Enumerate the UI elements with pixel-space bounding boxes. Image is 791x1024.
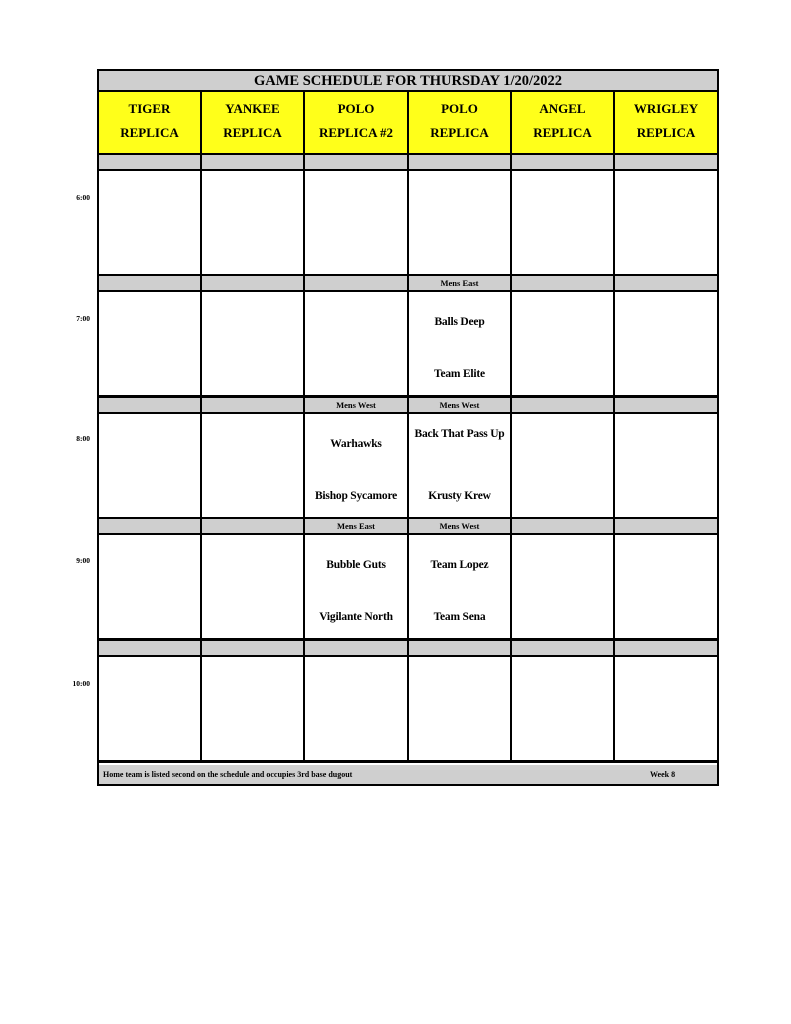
game-cell — [512, 292, 615, 398]
game-cell — [615, 292, 717, 398]
division-label — [305, 155, 409, 171]
division-label — [615, 155, 717, 171]
game-cell — [615, 414, 717, 520]
schedule-footer — [99, 765, 717, 784]
division-label — [512, 519, 615, 535]
game-cell — [305, 657, 409, 763]
game-cell — [512, 414, 615, 520]
game-cell — [615, 171, 717, 277]
division-label: Mens East — [305, 519, 409, 535]
division-label — [202, 641, 305, 657]
field-name: ANGEL — [539, 101, 586, 116]
field-header — [512, 92, 615, 155]
division-label — [305, 641, 409, 657]
game-cell — [305, 535, 409, 641]
home-team: Team Elite — [434, 368, 485, 380]
time-label: 10:00 — [72, 679, 90, 688]
game-cell — [99, 414, 202, 520]
schedule-table — [97, 69, 719, 786]
division-label — [512, 276, 615, 292]
division-label — [99, 155, 202, 171]
division-label — [99, 519, 202, 535]
home-team: Team Sena — [433, 611, 486, 623]
field-header — [99, 92, 202, 155]
field-header — [202, 92, 305, 155]
division-label — [409, 155, 512, 171]
division-label: Mens West — [409, 398, 512, 414]
field-subname: REPLICA — [430, 125, 489, 140]
away-team: Balls Deep — [434, 316, 485, 328]
game-cell — [512, 535, 615, 641]
game-cell — [99, 171, 202, 277]
division-label — [99, 276, 202, 292]
division-label — [409, 641, 512, 657]
division-label — [615, 276, 717, 292]
field-subname: REPLICA — [533, 125, 592, 140]
game-cell — [305, 292, 409, 398]
game-cell — [409, 171, 512, 277]
division-label: Mens West — [409, 519, 512, 535]
field-header — [615, 92, 717, 155]
division-label — [615, 398, 717, 414]
game-cell — [202, 414, 305, 520]
field-subname: REPLICA — [636, 125, 696, 140]
field-name: POLO — [441, 101, 478, 116]
game-cell — [99, 292, 202, 398]
field-header — [305, 92, 409, 155]
field-name: TIGER — [128, 101, 171, 116]
game-cell — [409, 657, 512, 763]
game-cell — [202, 535, 305, 641]
game-cell — [615, 657, 717, 763]
away-team: Back That Pass Up — [414, 428, 505, 440]
field-subname: REPLICA — [223, 125, 282, 140]
division-label — [512, 398, 615, 414]
home-team: Krusty Krew — [428, 490, 491, 502]
time-label: 9:00 — [76, 556, 90, 565]
game-cell — [409, 414, 512, 520]
time-label: 8:00 — [76, 434, 90, 443]
away-team: Team Lopez — [430, 559, 489, 571]
division-label — [615, 519, 717, 535]
home-team: Vigilante North — [319, 611, 393, 623]
home-team: Bishop Sycamore — [314, 490, 398, 502]
game-cell — [305, 171, 409, 277]
division-label — [202, 276, 305, 292]
division-label — [615, 641, 717, 657]
division-label — [305, 276, 409, 292]
field-name: POLO — [337, 101, 375, 116]
game-cell — [512, 657, 615, 763]
division-label — [99, 398, 202, 414]
away-team: Bubble Guts — [326, 559, 386, 571]
division-label — [512, 641, 615, 657]
game-cell — [99, 535, 202, 641]
field-subname: REPLICA #2 — [318, 125, 394, 140]
field-name: WRIGLEY — [633, 101, 699, 116]
division-label — [512, 155, 615, 171]
game-cell — [99, 657, 202, 763]
field-name: YANKEE — [225, 101, 280, 116]
division-label — [99, 641, 202, 657]
time-label: 7:00 — [76, 314, 90, 323]
game-cell — [615, 535, 717, 641]
game-cell — [202, 171, 305, 277]
division-label — [202, 398, 305, 414]
schedule-title: GAME SCHEDULE FOR THURSDAY 1/20/2022 — [99, 71, 717, 92]
game-cell — [409, 535, 512, 641]
division-label: Mens West — [305, 398, 409, 414]
game-cell — [305, 414, 409, 520]
field-header — [409, 92, 512, 155]
home-team-note: Home team is listed second on the schedule and occupies 3rd base dugout — [103, 770, 353, 779]
game-cell — [202, 657, 305, 763]
game-cell — [202, 292, 305, 398]
away-team: Warhawks — [330, 438, 382, 450]
division-label — [202, 155, 305, 171]
week-label: Week 8 — [650, 770, 676, 779]
division-label: Mens East — [409, 276, 512, 292]
time-label: 6:00 — [76, 193, 90, 202]
division-label — [202, 519, 305, 535]
field-subname: REPLICA — [120, 125, 179, 140]
game-cell — [409, 292, 512, 398]
game-cell — [512, 171, 615, 277]
